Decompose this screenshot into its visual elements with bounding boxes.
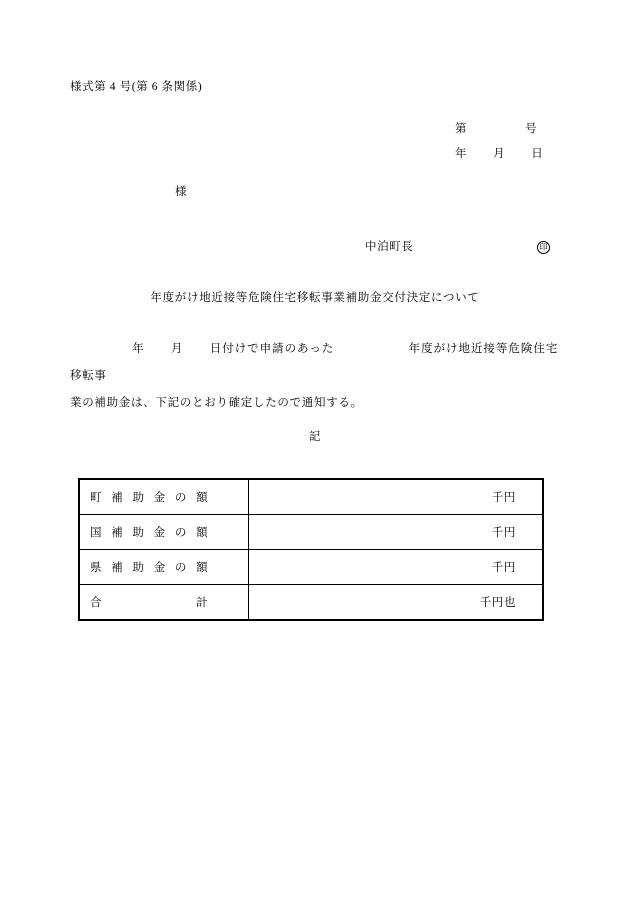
label-char: 金 <box>153 562 166 574</box>
date-month-label: 月 <box>493 148 506 160</box>
document-date-line <box>455 145 543 161</box>
row-value-total: 千円也 <box>249 585 544 621</box>
label-char: 助 <box>132 492 145 504</box>
row-label-prefectural-subsidy <box>79 550 249 585</box>
label-char: 補 <box>111 527 124 539</box>
addressee-line: 様 <box>175 186 188 198</box>
label-char: 補 <box>111 492 124 504</box>
form-number: 様式第 4 号(第 6 条関係) <box>70 81 203 93</box>
table-row <box>79 479 543 515</box>
label-char: 計 <box>196 597 208 609</box>
row-label-total <box>79 585 249 621</box>
body-paragraph <box>70 336 558 417</box>
body-text-part1: 日付けで申請のあった <box>209 343 335 355</box>
label-char: の <box>174 527 187 539</box>
row-label-national-subsidy <box>79 515 249 550</box>
row-value-town-subsidy: 千円 <box>249 479 544 515</box>
label-char: 県 <box>90 562 102 574</box>
label-char: 助 <box>132 562 145 574</box>
issuer-name: 中泊町長 <box>365 241 414 253</box>
issuer-line <box>365 238 550 254</box>
body-text-part3: 業の補助金は、下記のとおり確定したので通知する。 <box>70 397 363 409</box>
label-char: 金 <box>153 492 166 504</box>
label-char: 助 <box>132 527 145 539</box>
table-row <box>79 515 543 550</box>
table-row <box>79 550 543 585</box>
body-year-blank: 年 <box>132 343 145 355</box>
label-char: 補 <box>111 562 124 574</box>
label-char: 町 <box>90 492 102 504</box>
label-char: 金 <box>153 527 166 539</box>
label-char: 合 <box>90 597 102 609</box>
seal-icon: 印 <box>537 241 550 254</box>
body-month-blank: 月 <box>170 343 184 355</box>
label-char: 国 <box>90 527 102 539</box>
label-char: 額 <box>196 492 208 504</box>
label-char: 額 <box>196 527 208 539</box>
label-char: 額 <box>196 562 208 574</box>
date-day-label: 日 <box>531 148 544 160</box>
row-value-national-subsidy: 千円 <box>249 515 544 550</box>
page-title: 年度がけ地近接等危険住宅移転事業補助金交付決定について <box>150 292 480 304</box>
label-char: の <box>174 562 187 574</box>
amount-table <box>78 478 544 621</box>
row-value-prefectural-subsidy: 千円 <box>249 550 544 585</box>
body-text-part2: 年度がけ地近接等危険住宅移転事 <box>70 343 559 382</box>
date-year-label: 年 <box>455 148 468 160</box>
document-number-label: 第 <box>455 123 468 135</box>
document-number-suffix: 号 <box>525 123 538 135</box>
document-number-line <box>455 120 537 136</box>
label-char: の <box>174 492 187 504</box>
row-label-town-subsidy <box>79 479 249 515</box>
table-row <box>79 585 543 621</box>
ki-heading: 記 <box>308 431 322 443</box>
